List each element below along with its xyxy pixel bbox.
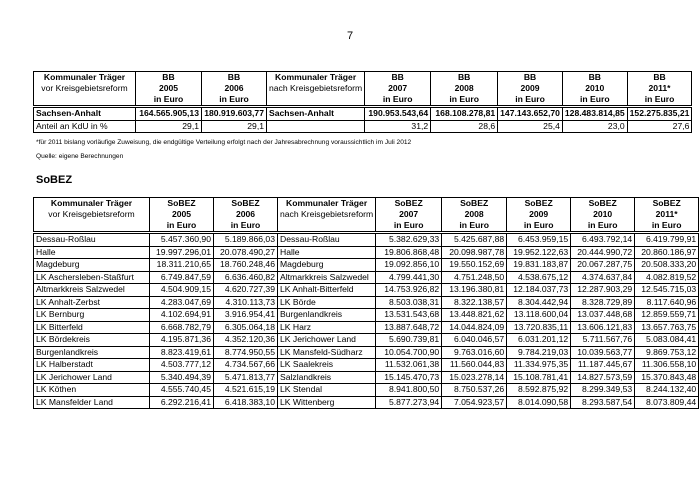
sobez-cell-2011: 6.419.799,91: [635, 233, 699, 247]
table-row: [34, 346, 699, 359]
section-title-sobez: SoBEZ: [36, 174, 73, 186]
sobez-year-2007: 2007: [376, 209, 442, 220]
bb-unit-2010: in Euro: [562, 94, 627, 107]
bb-cell-empty: [267, 120, 365, 133]
sobez-cell-2010: 12.287.903,29: [571, 284, 635, 297]
sobez-cell-2008: 20.098.987,78: [442, 246, 507, 259]
sobez-cell-2007: 14.753.926,82: [376, 284, 442, 297]
bb-header-left-title: Kommunaler Träger: [34, 72, 136, 84]
sobez-cell-2008: 14.044.824,09: [442, 321, 507, 334]
table-row: [34, 271, 699, 284]
table-row: [34, 284, 699, 297]
sobez-row-label-right: Salzlandkreis: [278, 371, 376, 384]
table-row: [34, 309, 699, 322]
sobez-cell-2011: 15.370.843,48: [635, 371, 699, 384]
sobez-header-left-blank: [34, 220, 150, 233]
sobez-cell-2005: 4.283.047,69: [150, 296, 214, 309]
sobez-header-left-title: Kommunaler Träger: [34, 198, 150, 210]
sobez-cell-2009: 19.831.183,87: [507, 259, 571, 272]
sobez-row-label-left: LK Mansfelder Land: [34, 396, 150, 409]
bb-unit-2009: in Euro: [498, 94, 563, 107]
sobez-cell-2005: 4.195.871,36: [150, 334, 214, 347]
bb-header-bb-2006: BB: [202, 72, 267, 84]
bb-cell: 152.275.835,21: [627, 107, 692, 121]
bb-header-bb-2010: BB: [562, 72, 627, 84]
bb-unit-2007: in Euro: [365, 94, 431, 107]
bb-cell: 128.483.814,85: [562, 107, 627, 121]
bb-header-bb-2011: BB: [627, 72, 692, 84]
sobez-cell-2008: 7.054.923,57: [442, 396, 507, 409]
source-note: Quelle: eigene Berechnungen: [36, 153, 124, 160]
sobez-cell-2005: 6.292.216,41: [150, 396, 214, 409]
bb-cell: 29,1: [202, 120, 267, 133]
sobez-header-right-subtitle: nach Kreisgebietsreform: [278, 209, 376, 220]
sobez-cell-2008: 15.023.278,14: [442, 371, 507, 384]
bb-header-bb-2008: BB: [431, 72, 498, 84]
sobez-cell-2005: 4.555.740,45: [150, 384, 214, 397]
sobez-cell-2005: 6.749.847,59: [150, 271, 214, 284]
bb-cell: 28,6: [431, 120, 498, 133]
sobez-cell-2006: 4.310.113,73: [214, 296, 278, 309]
sobez-row-label-left: LK Köthen: [34, 384, 150, 397]
sobez-table: [33, 197, 699, 409]
bb-cell: 29,1: [136, 120, 202, 133]
sobez-cell-2007: 8.503.038,31: [376, 296, 442, 309]
sobez-cell-2010: 13.606.121,83: [571, 321, 635, 334]
table-row: [34, 396, 699, 409]
sobez-unit-2007: in Euro: [376, 220, 442, 233]
bb-header-left-blank: [34, 94, 136, 107]
sobez-cell-2010: 5.711.567,76: [571, 334, 635, 347]
table-row: [34, 246, 699, 259]
sobez-header-label-2005: SoBEZ: [150, 198, 214, 210]
sobez-header-label-2006: SoBEZ: [214, 198, 278, 210]
sobez-header-right-blank: [278, 220, 376, 233]
sobez-cell-2005: 5.340.494,39: [150, 371, 214, 384]
sobez-cell-2007: 11.532.061,38: [376, 359, 442, 372]
sobez-cell-2005: 4.102.694,91: [150, 309, 214, 322]
sobez-cell-2009: 9.784.219,03: [507, 346, 571, 359]
sobez-header-label-2009: SoBEZ: [507, 198, 571, 210]
footnote: *für 2011 bislang vorläufige Zuweisung, die endgültige Verteilung erfolgt nach der Jahresabrechnung voraussichtlich im Juli 2012: [36, 139, 412, 146]
sobez-cell-2011: 13.657.763,75: [635, 321, 699, 334]
sobez-cell-2005: 5.457.360,90: [150, 233, 214, 247]
sobez-cell-2011: 11.306.558,10: [635, 359, 699, 372]
sobez-cell-2011: 4.082.819,52: [635, 271, 699, 284]
table-row: [34, 296, 699, 309]
sobez-cell-2010: 20.067.287,75: [571, 259, 635, 272]
sobez-cell-2007: 13.531.543,68: [376, 309, 442, 322]
sobez-year-2009: 2009: [507, 209, 571, 220]
sobez-cell-2006: 8.774.950,55: [214, 346, 278, 359]
sobez-cell-2006: 4.521.615,19: [214, 384, 278, 397]
sobez-cell-2011: 12.859.559,71: [635, 309, 699, 322]
sobez-header-left-subtitle: vor Kreisgebietsreform: [34, 209, 150, 220]
sobez-cell-2009: 4.538.675,12: [507, 271, 571, 284]
sobez-cell-2010: 8.328.729,89: [571, 296, 635, 309]
sobez-row-label-right: LK Saalekreis: [278, 359, 376, 372]
sobez-year-2006: 2006: [214, 209, 278, 220]
bb-unit-2006: in Euro: [202, 94, 267, 107]
bb-table: [33, 71, 692, 133]
sobez-cell-2011: 8.073.809,44: [635, 396, 699, 409]
sobez-cell-2007: 15.145.470,73: [376, 371, 442, 384]
sobez-cell-2011: 8.244.132,40: [635, 384, 699, 397]
sobez-cell-2006: 3.916.954,41: [214, 309, 278, 322]
bb-row-anteil: [34, 120, 692, 133]
sobez-cell-2008: 11.560.044,83: [442, 359, 507, 372]
bb-year-2010: 2010: [562, 83, 627, 94]
bb-unit-2008: in Euro: [431, 94, 498, 107]
sobez-year-2011: 2011*: [635, 209, 699, 220]
sobez-cell-2007: 13.887.648,72: [376, 321, 442, 334]
sobez-cell-2006: 6.636.460,82: [214, 271, 278, 284]
sobez-cell-2005: 4.504.909,15: [150, 284, 214, 297]
sobez-unit-2009: in Euro: [507, 220, 571, 233]
sobez-cell-2009: 8.304.442,94: [507, 296, 571, 309]
sobez-cell-2010: 4.374.637,84: [571, 271, 635, 284]
sobez-row-label-right: LK Harz: [278, 321, 376, 334]
sobez-unit-2005: in Euro: [150, 220, 214, 233]
sobez-cell-2005: 4.503.777,12: [150, 359, 214, 372]
sobez-cell-2008: 4.751.248,50: [442, 271, 507, 284]
bb-header-bb-2009: BB: [498, 72, 563, 84]
sobez-row-label-left: Dessau-Roßlau: [34, 233, 150, 247]
bb-year-2008: 2008: [431, 83, 498, 94]
table-row: [34, 334, 699, 347]
sobez-cell-2007: 19.092.856,10: [376, 259, 442, 272]
sobez-cell-2009: 13.720.835,11: [507, 321, 571, 334]
sobez-cell-2007: 19.806.868,48: [376, 246, 442, 259]
table-row: [34, 321, 699, 334]
sobez-row-label-right: Altmarkkreis Salzwedel: [278, 271, 376, 284]
sobez-cell-2010: 8.299.349,53: [571, 384, 635, 397]
sobez-cell-2011: 20.508.333,20: [635, 259, 699, 272]
bb-header-right-blank: [267, 94, 365, 107]
sobez-row-label-right: LK Stendal: [278, 384, 376, 397]
bb-header-bb-2005: BB: [136, 72, 202, 84]
bb-cell: 31,2: [365, 120, 431, 133]
sobez-cell-2009: 15.108.781,41: [507, 371, 571, 384]
bb-cell: 23,0: [562, 120, 627, 133]
sobez-cell-2007: 10.054.700,90: [376, 346, 442, 359]
bb-cell: 147.143.652,70: [498, 107, 563, 121]
sobez-row-label-left: Burgenlandkreis: [34, 346, 150, 359]
sobez-header-label-2007: SoBEZ: [376, 198, 442, 210]
bb-row-sachsen-anhalt: [34, 107, 692, 121]
sobez-cell-2009: 6.453.959,15: [507, 233, 571, 247]
sobez-row-label-left: LK Halberstadt: [34, 359, 150, 372]
sobez-row-label-right: LK Jerichower Land: [278, 334, 376, 347]
sobez-row-label-left: Altmarkkreis Salzwedel: [34, 284, 150, 297]
bb-cell: 180.919.603,77: [202, 107, 267, 121]
bb-header-left-subtitle: vor Kreisgebietsreform: [34, 83, 136, 94]
bb-year-2006: 2006: [202, 83, 267, 94]
sobez-cell-2008: 5.425.687,88: [442, 233, 507, 247]
sobez-table-body: [34, 233, 699, 409]
table-row: [34, 233, 699, 247]
sobez-unit-2006: in Euro: [214, 220, 278, 233]
sobez-cell-2008: 9.763.016,60: [442, 346, 507, 359]
bb-cell: 25,4: [498, 120, 563, 133]
bb-cell: 164.565.905,13: [136, 107, 202, 121]
sobez-row-label-left: LK Bitterfeld: [34, 321, 150, 334]
bb-year-2007: 2007: [365, 83, 431, 94]
sobez-header-label-2011: SoBEZ: [635, 198, 699, 210]
sobez-cell-2008: 13.196.380,81: [442, 284, 507, 297]
sobez-unit-2011: in Euro: [635, 220, 699, 233]
sobez-cell-2006: 5.471.813,77: [214, 371, 278, 384]
sobez-cell-2010: 14.827.573,59: [571, 371, 635, 384]
bb-header-right-title: Kommunaler Träger: [267, 72, 365, 84]
sobez-row-label-right: LK Mansfeld-Südharz: [278, 346, 376, 359]
bb-year-2005: 2005: [136, 83, 202, 94]
bb-cell: 27,6: [627, 120, 692, 133]
sobez-cell-2006: 5.189.866,03: [214, 233, 278, 247]
bb-cell: 190.953.543,64: [365, 107, 431, 121]
sobez-cell-2005: 6.668.782,79: [150, 321, 214, 334]
sobez-cell-2007: 4.799.441,30: [376, 271, 442, 284]
sobez-cell-2009: 12.184.037,73: [507, 284, 571, 297]
bb-header-right-subtitle: nach Kreisgebietsreform: [267, 83, 365, 94]
sobez-cell-2007: 5.690.739,81: [376, 334, 442, 347]
sobez-cell-2011: 20.860.186,97: [635, 246, 699, 259]
bb-row-label-anteil: Anteil an KdU in %: [34, 120, 136, 133]
sobez-cell-2011: 9.869.753,12: [635, 346, 699, 359]
bb-year-2009: 2009: [498, 83, 563, 94]
table-row: [34, 384, 699, 397]
sobez-cell-2007: 8.941.800,50: [376, 384, 442, 397]
sobez-row-label-left: LK Jerichower Land: [34, 371, 150, 384]
sobez-cell-2010: 13.037.448,68: [571, 309, 635, 322]
sobez-cell-2008: 19.550.152,69: [442, 259, 507, 272]
sobez-cell-2006: 20.078.490,27: [214, 246, 278, 259]
table-row: [34, 371, 699, 384]
sobez-cell-2006: 6.305.064,18: [214, 321, 278, 334]
sobez-year-2005: 2005: [150, 209, 214, 220]
sobez-unit-2008: in Euro: [442, 220, 507, 233]
sobez-row-label-right: LK Wittenberg: [278, 396, 376, 409]
sobez-cell-2009: 6.031.201,12: [507, 334, 571, 347]
sobez-cell-2005: 19.997.296,01: [150, 246, 214, 259]
sobez-cell-2011: 12.545.715,03: [635, 284, 699, 297]
sobez-cell-2009: 19.952.122,63: [507, 246, 571, 259]
sobez-cell-2009: 13.118.600,04: [507, 309, 571, 322]
table-row: [34, 259, 699, 272]
sobez-cell-2008: 13.448.821,62: [442, 309, 507, 322]
sobez-header-right-title: Kommunaler Träger: [278, 198, 376, 210]
sobez-row-label-left: Halle: [34, 246, 150, 259]
sobez-row-label-right: Dessau-Roßlau: [278, 233, 376, 247]
sobez-cell-2007: 5.877.273,94: [376, 396, 442, 409]
sobez-cell-2008: 8.750.537,26: [442, 384, 507, 397]
bb-header-bb-2007: BB: [365, 72, 431, 84]
sobez-cell-2010: 6.493.792,14: [571, 233, 635, 247]
bb-unit-2011: in Euro: [627, 94, 692, 107]
table-row: [34, 359, 699, 372]
sobez-year-2008: 2008: [442, 209, 507, 220]
bb-year-2011: 2011*: [627, 83, 692, 94]
sobez-row-label-right: Magdeburg: [278, 259, 376, 272]
sobez-cell-2006: 4.352.120,36: [214, 334, 278, 347]
bb-unit-2005: in Euro: [136, 94, 202, 107]
sobez-cell-2005: 18.311.210,65: [150, 259, 214, 272]
sobez-cell-2010: 11.187.445,67: [571, 359, 635, 372]
sobez-row-label-right: Burgenlandkreis: [278, 309, 376, 322]
sobez-row-label-right: Halle: [278, 246, 376, 259]
sobez-row-label-left: LK Anhalt-Zerbst: [34, 296, 150, 309]
sobez-cell-2010: 10.039.563,77: [571, 346, 635, 359]
sobez-cell-2006: 4.734.567,66: [214, 359, 278, 372]
sobez-header-label-2010: SoBEZ: [571, 198, 635, 210]
bb-row-label-left: Sachsen-Anhalt: [34, 107, 136, 121]
sobez-unit-2010: in Euro: [571, 220, 635, 233]
sobez-cell-2009: 11.334.975,35: [507, 359, 571, 372]
sobez-cell-2010: 8.293.587,54: [571, 396, 635, 409]
sobez-row-label-left: LK Bördekreis: [34, 334, 150, 347]
sobez-cell-2011: 8.117.640,96: [635, 296, 699, 309]
sobez-cell-2009: 8.014.090,58: [507, 396, 571, 409]
sobez-cell-2006: 4.620.727,39: [214, 284, 278, 297]
sobez-cell-2009: 8.592.875,92: [507, 384, 571, 397]
sobez-row-label-right: LK Anhalt-Bitterfeld: [278, 284, 376, 297]
sobez-cell-2011: 5.083.084,41: [635, 334, 699, 347]
page-number: 7: [346, 30, 354, 42]
sobez-row-label-left: Magdeburg: [34, 259, 150, 272]
sobez-cell-2008: 8.322.138,57: [442, 296, 507, 309]
sobez-row-label-left: LK Aschersleben-Staßfurt: [34, 271, 150, 284]
sobez-cell-2007: 5.382.629,33: [376, 233, 442, 247]
sobez-cell-2005: 8.823.419,61: [150, 346, 214, 359]
sobez-cell-2008: 6.040.046,57: [442, 334, 507, 347]
bb-row-label-right: Sachsen-Anhalt: [267, 107, 365, 121]
bb-cell: 168.108.278,81: [431, 107, 498, 121]
sobez-cell-2006: 6.418.383,10: [214, 396, 278, 409]
sobez-cell-2010: 20.444.990,72: [571, 246, 635, 259]
sobez-row-label-right: LK Börde: [278, 296, 376, 309]
sobez-year-2010: 2010: [571, 209, 635, 220]
sobez-cell-2006: 18.760.248,46: [214, 259, 278, 272]
sobez-header-label-2008: SoBEZ: [442, 198, 507, 210]
sobez-row-label-left: LK Bernburg: [34, 309, 150, 322]
